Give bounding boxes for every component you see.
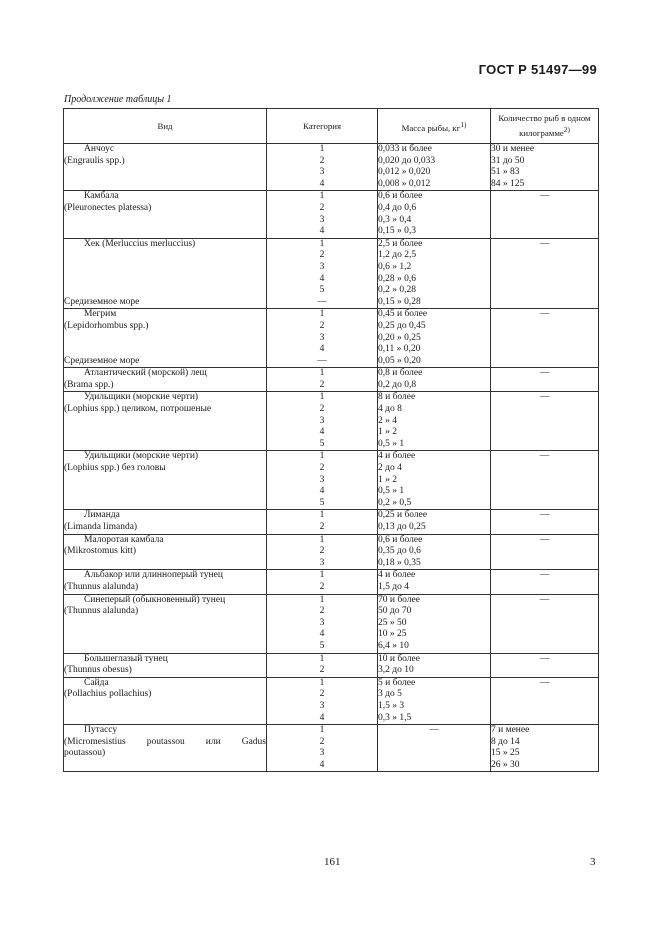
species-line: Хек (Merluccius merluccius) xyxy=(84,238,196,249)
table-header-row xyxy=(64,109,599,144)
species-line: Мегрим xyxy=(84,309,117,320)
species-cell xyxy=(64,368,267,392)
category-value: 3 xyxy=(319,214,325,225)
species-line: Сайда xyxy=(84,677,109,688)
mass-value: 3,2 до 10 xyxy=(378,665,414,676)
count-cell xyxy=(491,144,599,191)
count-cell-empty xyxy=(491,653,599,677)
fish-category-table xyxy=(63,108,599,772)
count-cell-empty xyxy=(491,570,599,594)
category-cell xyxy=(267,144,378,191)
species-line: (Thunnus obesus) xyxy=(64,665,132,676)
category-value: 1 xyxy=(319,594,325,605)
category-value: 5 xyxy=(319,438,325,449)
mass-value: 1 » 2 xyxy=(378,474,397,485)
mass-value: 70 и более xyxy=(378,594,420,605)
category-value: 2 xyxy=(319,736,325,747)
category-value: 2 xyxy=(319,546,325,557)
category-value: 2 xyxy=(319,202,325,213)
species-line: (Engraulis spp.) xyxy=(64,155,125,166)
mass-value: 0,8 и более xyxy=(378,368,423,379)
category-value: 2 xyxy=(319,665,325,676)
species-line: Удильщики (морские черти) xyxy=(84,392,199,403)
dash-mark: — xyxy=(539,653,550,664)
category-value: 3 xyxy=(319,557,325,568)
category-value: 4 xyxy=(319,759,325,770)
dash-mark: — xyxy=(539,594,550,605)
mass-value: 0,3 » 1,5 xyxy=(378,712,412,723)
category-value: 3 xyxy=(319,167,325,178)
mass-value: 0,11 » 0,20 xyxy=(378,344,421,355)
mass-cell xyxy=(378,238,491,309)
species-line: (Brama spp.) xyxy=(64,379,114,390)
category-value: 4 xyxy=(319,344,325,355)
category-value: 4 xyxy=(319,712,325,723)
mass-cell xyxy=(378,392,491,451)
table-row xyxy=(64,309,599,368)
category-value: 5 xyxy=(319,497,325,508)
table-row xyxy=(64,238,599,309)
category-value: 1 xyxy=(319,368,325,379)
species-cell xyxy=(64,191,267,238)
column-header-species: Вид xyxy=(64,109,267,144)
mass-value: 0,4 до 0,6 xyxy=(378,202,417,213)
mass-value: 0,35 до 0,6 xyxy=(378,546,421,557)
category-value: 2 xyxy=(319,522,325,532)
count-cell-empty xyxy=(491,191,599,238)
species-line: Большеглазый тунец xyxy=(84,653,168,664)
species-cell xyxy=(64,144,267,191)
category-cell xyxy=(267,534,378,570)
category-value: 2 xyxy=(319,155,325,166)
mass-value: 1,5 » 3 xyxy=(378,700,405,711)
mass-value: 2 до 4 xyxy=(378,463,402,474)
species-cell xyxy=(64,238,267,309)
mass-value: 1,2 до 2,5 xyxy=(378,250,417,261)
mass-cell xyxy=(378,144,491,191)
column-header-count: Количество рыб в одном килограмме$^{2)}$ xyxy=(491,109,599,144)
species-cell xyxy=(64,510,267,534)
count-value: 30 и менее xyxy=(491,144,535,154)
table-row xyxy=(64,144,599,191)
mass-cell xyxy=(378,570,491,594)
species-line: Средиземное море xyxy=(64,355,140,366)
species-cell xyxy=(64,392,267,451)
species-line: (Lepidorhombus spp.) xyxy=(64,320,149,331)
species-cell xyxy=(64,534,267,570)
species-cell xyxy=(64,451,267,510)
species-line: Удильщики (морские черти) xyxy=(84,451,199,462)
species-line xyxy=(64,285,266,297)
species-line: Лиманда xyxy=(84,510,120,521)
mass-value: 8 и более xyxy=(378,392,416,403)
mass-value: 0,012 » 0,020 xyxy=(378,167,431,178)
mass-cell xyxy=(378,653,491,677)
mass-value: 0,20 » 0,25 xyxy=(378,332,421,343)
category-value: 2 xyxy=(319,606,325,617)
category-value: 1 xyxy=(319,570,325,581)
category-value: 2 xyxy=(319,689,325,700)
mass-value: 0,15 » 0,28 xyxy=(378,296,421,307)
category-cell xyxy=(267,451,378,510)
table-row xyxy=(64,570,599,594)
species-line: (Lophius spp.) без головы xyxy=(64,463,166,474)
category-value: 2 xyxy=(319,581,325,592)
table-row xyxy=(64,653,599,677)
mass-value: 0,008 » 0,012 xyxy=(378,178,431,189)
count-cell-empty xyxy=(491,309,599,368)
species-cell xyxy=(64,594,267,653)
mass-value: 0,2 » 0,28 xyxy=(378,285,416,296)
species-line xyxy=(64,274,266,286)
category-value: 4 xyxy=(319,178,325,189)
count-value: 31 до 50 xyxy=(491,155,525,166)
mass-value: 10 » 25 xyxy=(378,629,407,640)
category-value: 4 xyxy=(319,629,325,640)
category-cell xyxy=(267,510,378,534)
count-value: 8 до 14 xyxy=(491,736,520,747)
count-cell-empty xyxy=(491,368,599,392)
mass-value: 0,25 и более xyxy=(378,510,428,521)
table-row xyxy=(64,510,599,534)
mass-value: 50 до 70 xyxy=(378,606,412,617)
mass-value: 0,2 » 0,5 xyxy=(378,497,412,508)
species-cell xyxy=(64,677,267,724)
mass-cell xyxy=(378,191,491,238)
category-value: 1 xyxy=(319,677,325,688)
species-cell xyxy=(64,725,267,772)
mass-value: 0,15 » 0,3 xyxy=(378,226,416,237)
mass-value: 0,25 до 0,45 xyxy=(378,320,426,331)
category-cell xyxy=(267,392,378,451)
species-line: (Mikrostomus kitt) xyxy=(64,546,137,557)
mass-value: 0,020 до 0,033 xyxy=(378,155,436,166)
count-value: 84 » 125 xyxy=(491,178,525,189)
category-value: 1 xyxy=(319,451,325,462)
mass-cell xyxy=(378,510,491,534)
table-row xyxy=(64,191,599,238)
species-line: Путассу xyxy=(84,725,118,736)
mass-value: 0,2 до 0,8 xyxy=(378,379,417,390)
category-cell xyxy=(267,653,378,677)
species-line: Атлантический (морской) лещ xyxy=(84,368,207,379)
species-line: Камбала xyxy=(84,191,119,202)
dash-mark: — xyxy=(539,534,550,545)
category-cell xyxy=(267,309,378,368)
dash-mark: — xyxy=(539,368,550,379)
category-value: 3 xyxy=(319,617,325,628)
count-value: 26 » 30 xyxy=(491,759,520,770)
category-cell xyxy=(267,191,378,238)
table-continuation-label: Продолжение таблицы 1 xyxy=(64,94,172,105)
category-cell xyxy=(267,368,378,392)
mass-value: 3 до 5 xyxy=(378,689,402,700)
count-cell-empty xyxy=(491,510,599,534)
dash-mark: — xyxy=(539,570,550,581)
table-row xyxy=(64,368,599,392)
mass-value: 1,5 до 4 xyxy=(378,581,409,592)
category-cell xyxy=(267,725,378,772)
category-value: 2 xyxy=(319,404,325,415)
category-value: 1 xyxy=(319,144,325,154)
category-value: 2 xyxy=(319,463,325,474)
page-number: 161 xyxy=(324,856,341,868)
dash-mark: — xyxy=(539,510,550,521)
mass-value: 6,4 » 10 xyxy=(378,640,409,651)
category-value: 3 xyxy=(319,700,325,711)
count-value: 51 » 83 xyxy=(491,167,520,178)
mass-value: 4 и более xyxy=(378,570,416,581)
column-header-count-label: Количество рыб в одном килограмме xyxy=(498,113,591,138)
table-row xyxy=(64,677,599,724)
mass-value: 10 и более xyxy=(378,653,420,664)
category-value: 2 xyxy=(319,250,325,261)
category-value: 4 xyxy=(319,226,325,237)
category-value: 3 xyxy=(319,415,325,426)
table-row xyxy=(64,594,599,653)
table-row xyxy=(64,725,599,772)
species-line: Средиземное море xyxy=(64,296,140,307)
mass-cell xyxy=(378,309,491,368)
count-value: 7 и менее xyxy=(491,725,530,736)
table-row xyxy=(64,451,599,510)
count-cell-empty xyxy=(491,451,599,510)
mass-value: 0,6 » 1,2 xyxy=(378,261,412,272)
mass-cell xyxy=(378,368,491,392)
species-line: Альбакор или длинноперый тунец xyxy=(84,570,223,581)
mass-value: 0,5 » 1 xyxy=(378,486,405,497)
category-cell xyxy=(267,594,378,653)
dash-mark: — xyxy=(429,725,439,736)
dash-mark: — xyxy=(539,677,550,688)
species-line: Анчоус xyxy=(84,144,115,154)
category-value: 3 xyxy=(319,332,325,343)
species-cell xyxy=(64,309,267,368)
mass-cell xyxy=(378,594,491,653)
species-line: (Lophius spp.) целиком, потрошеные xyxy=(64,404,212,415)
category-value: 5 xyxy=(319,640,325,651)
sheet-number: 3 xyxy=(590,856,596,868)
column-header-category: Категория xyxy=(267,109,378,144)
species-line: (Limanda limanda) xyxy=(64,522,138,532)
mass-value: 0,5 » 1 xyxy=(378,438,405,449)
mass-cell xyxy=(378,677,491,724)
species-cell xyxy=(64,653,267,677)
mass-value: 0,13 до 0,25 xyxy=(378,522,426,532)
category-cell xyxy=(267,677,378,724)
mass-value: 0,05 » 0,20 xyxy=(378,355,421,366)
category-value: 1 xyxy=(319,534,325,545)
mass-value: 2,5 и более xyxy=(378,238,423,249)
table-row xyxy=(64,534,599,570)
mass-value: 0,28 » 0,6 xyxy=(378,273,416,284)
category-value: 1 xyxy=(319,309,325,320)
category-value: 2 xyxy=(319,320,325,331)
column-header-mass-label: Масса рыбы, кг xyxy=(401,122,461,133)
category-value: 2 xyxy=(319,379,325,390)
column-header-mass: Масса рыбы, $кг^{1)}$ xyxy=(378,109,491,144)
dash-mark: — xyxy=(539,309,550,320)
mass-value: 4 и более xyxy=(378,451,416,462)
species-line xyxy=(64,262,266,274)
species-line: (Thunnus alalunda) xyxy=(64,581,139,592)
document-header: ГОСТ Р 51497—99 xyxy=(478,62,597,77)
category-value: 4 xyxy=(319,486,325,497)
category-value: 3 xyxy=(319,474,325,485)
category-value: 3 xyxy=(319,261,325,272)
mass-cell xyxy=(378,451,491,510)
category-value: 5 xyxy=(319,285,325,296)
count-cell-empty xyxy=(491,392,599,451)
category-value: 1 xyxy=(319,510,325,521)
category-value: 1 xyxy=(319,392,325,403)
mass-value: 5 и более xyxy=(378,677,416,688)
mass-value: 0,6 и более xyxy=(378,191,423,202)
category-value: — xyxy=(317,296,327,307)
species-line xyxy=(64,250,266,262)
category-value: 1 xyxy=(319,191,325,202)
species-line: (Pollachius pollachius) xyxy=(64,689,152,700)
category-value: 3 xyxy=(319,748,325,759)
dash-mark: — xyxy=(539,392,550,403)
category-value: 4 xyxy=(319,427,325,438)
category-value: 1 xyxy=(319,238,325,249)
category-value: 4 xyxy=(319,273,325,284)
species-line xyxy=(64,333,266,345)
dash-mark: — xyxy=(539,238,550,249)
species-cell xyxy=(64,570,267,594)
species-line: (Thunnus alalunda) xyxy=(64,606,139,617)
count-cell-empty xyxy=(491,238,599,309)
dash-mark: — xyxy=(539,191,550,202)
count-cell-empty xyxy=(491,677,599,724)
mass-value: 0,18 » 0,35 xyxy=(378,557,421,568)
species-line: (Pleuronectes platessa) xyxy=(64,202,152,213)
mass-value: 1 » 2 xyxy=(378,427,397,438)
species-line: poutassou) xyxy=(64,748,106,759)
count-cell xyxy=(491,725,599,772)
mass-value: 0,3 » 0,4 xyxy=(378,214,412,225)
mass-value: 4 до 8 xyxy=(378,404,402,415)
mass-value: 25 » 50 xyxy=(378,617,407,628)
mass-cell-empty xyxy=(378,725,491,772)
species-line: Малоротая камбала xyxy=(84,534,164,545)
species-line: Синеперый (обыкновенный) тунец xyxy=(84,594,226,605)
mass-cell xyxy=(378,534,491,570)
species-line xyxy=(64,344,266,356)
species-line: (Micromesistius poutassou или Gadus xyxy=(64,736,266,747)
mass-value: 2 » 4 xyxy=(378,415,397,426)
category-value: 1 xyxy=(319,725,325,736)
count-value: 15 » 25 xyxy=(491,748,520,759)
mass-value: 0,6 и более xyxy=(378,534,423,545)
category-value: 1 xyxy=(319,653,325,664)
count-cell-empty xyxy=(491,594,599,653)
category-value: — xyxy=(317,355,327,366)
category-cell xyxy=(267,238,378,309)
mass-value: 0,033 и более xyxy=(378,144,432,154)
category-cell xyxy=(267,570,378,594)
table-row xyxy=(64,392,599,451)
mass-value: 0,45 и более xyxy=(378,309,428,320)
count-cell-empty xyxy=(491,534,599,570)
dash-mark: — xyxy=(539,451,550,462)
